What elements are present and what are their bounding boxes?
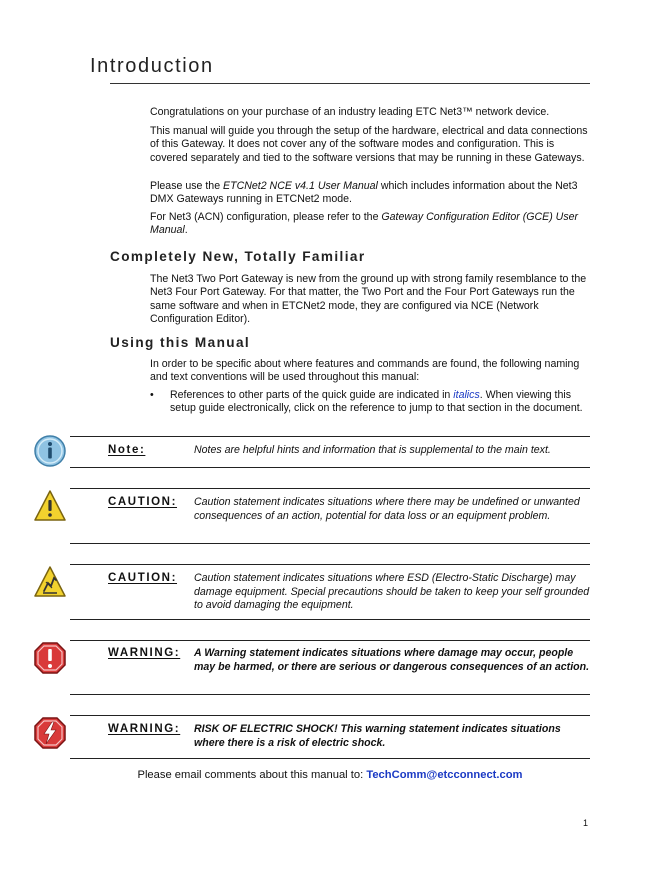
note-label: Note: bbox=[108, 444, 146, 456]
title-rule bbox=[110, 83, 590, 84]
section-heading-completely-new: Completely New, Totally Familiar bbox=[110, 249, 366, 264]
bullet-item: References to other parts of the quick guide are indicated in italics. When viewing this setup guide electronically, click on the reference to jump to that section in the document. bbox=[170, 389, 583, 415]
intro-paragraph-4: For Net3 (ACN) configuration, please refer to the Gateway Configuration Editor (GCE) User Manual. bbox=[150, 211, 579, 237]
page-title: Introduction bbox=[90, 55, 214, 77]
caution-label: CAUTION: bbox=[108, 496, 178, 508]
caution-text: Caution statement indicates situations where there may be undefined or unwanted consequences of an action, potential for data loss or an equipment problem. bbox=[194, 496, 580, 522]
caution-esd-label: CAUTION: bbox=[108, 572, 178, 584]
note-text: Notes are helpful hints and information that is supplemental to the main text. bbox=[194, 444, 551, 456]
page-number: 1 bbox=[583, 818, 589, 828]
warning-shock-text: RISK OF ELECTRIC SHOCK! This warning statement indicates situations where there is a risk of electric shock. bbox=[194, 723, 561, 749]
esd-warning-icon bbox=[32, 564, 68, 600]
caution-triangle-icon bbox=[32, 488, 68, 524]
warning-shock-label: WARNING: bbox=[108, 723, 181, 735]
note-top-rule bbox=[70, 436, 590, 437]
section-heading-using-manual: Using this Manual bbox=[110, 335, 251, 350]
email-link[interactable]: TechComm@etcconnect.com bbox=[366, 769, 523, 781]
section-new-body: The Net3 Two Port Gateway is new from the ground up with strong family resemblance to the Net3 Four Port Gateway. For that matter, the Two Port and the Four Port Gateways run the same software and when in ETCNet2 mode, they are configured via NCE (Network Configuration Editor). bbox=[150, 273, 587, 325]
intro-paragraph-3: Please use the ETCNet2 NCE v4.1 User Manual which includes information about the Net3 DMX Gateways running in ETCNet2 mode. bbox=[150, 180, 578, 206]
section-using-body: In order to be specific about where features and commands are found, the following naming and text conventions will be used throughout this manual: bbox=[150, 358, 580, 384]
gce-manual-reference: Gateway Configuration Editor (GCE) User Manual bbox=[150, 211, 579, 237]
warning-top-rule bbox=[70, 640, 590, 641]
intro-paragraph-2: This manual will guide you through the setup of the hardware, electrical and data connections of this Gateway. It does not cover any of the software modes and configuration. This is covered separately and tied to the software versions that may be running in these Gateways. bbox=[150, 125, 588, 164]
warning-stop-icon bbox=[32, 640, 68, 676]
caution-esd-bottom-rule bbox=[70, 619, 590, 620]
caution-esd-text: Caution statement indicates situations where ESD (Electro-Static Discharge) may damage equipment. Special precautions should be taken to keep your self grounded to avoid damaging the equipment. bbox=[194, 572, 590, 612]
caution-esd-top-rule bbox=[70, 564, 590, 565]
note-bottom-rule bbox=[70, 467, 590, 468]
italics-link[interactable]: italics bbox=[453, 389, 480, 401]
intro-paragraph-1: Congratulations on your purchase of an industry leading ETC Net3™ network device. bbox=[150, 106, 550, 118]
footer-contact: Please email comments about this manual to: TechComm@etcconnect.com bbox=[137, 769, 523, 781]
electric-shock-icon bbox=[32, 715, 68, 751]
warning-bottom-rule bbox=[70, 694, 590, 695]
warning-shock-bottom-rule bbox=[70, 758, 590, 759]
warning-label: WARNING: bbox=[108, 647, 181, 659]
warning-shock-top-rule bbox=[70, 715, 590, 716]
nce-manual-reference: ETCNet2 NCE v4.1 User Manual bbox=[223, 180, 378, 192]
caution-top-rule bbox=[70, 488, 590, 489]
info-icon bbox=[32, 433, 68, 469]
caution-bottom-rule bbox=[70, 543, 590, 544]
warning-text: A Warning statement indicates situations where damage may occur, people may be harmed, or there are serious or dangerous consequences of an action. bbox=[194, 647, 590, 673]
bullet-symbol: • bbox=[150, 389, 154, 401]
